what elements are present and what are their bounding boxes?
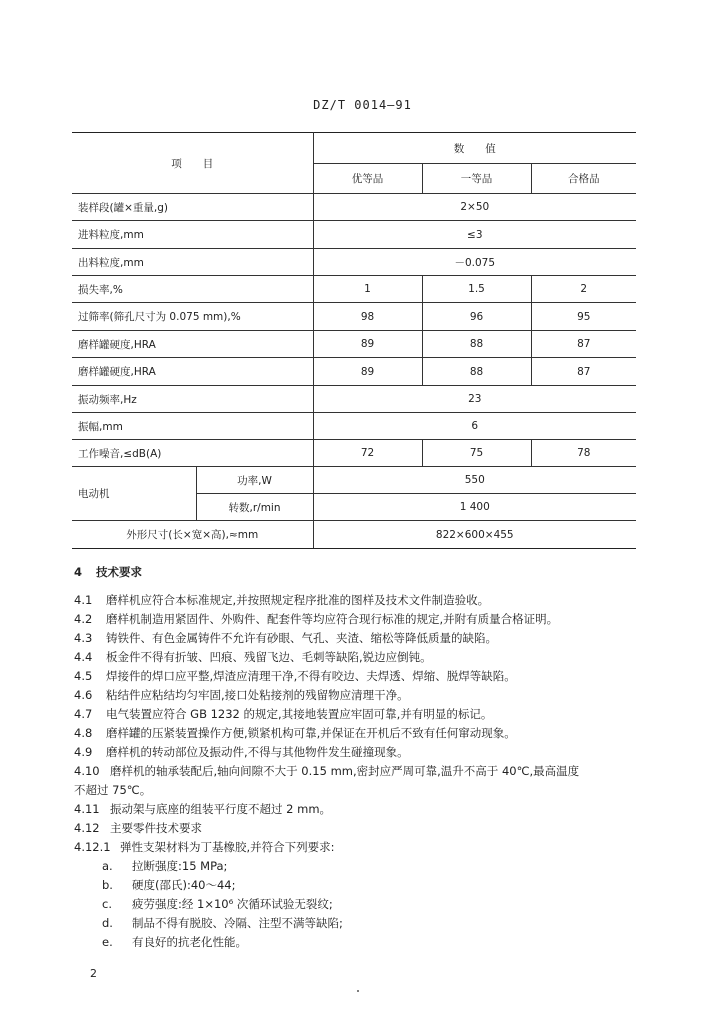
list-item: d. 制品不得有脱胶、冷隔、注型不满等缺陷; <box>102 916 343 930</box>
row-value: ≤3 <box>313 221 636 249</box>
technical-requirements <box>74 563 654 952</box>
row-label: 进料粒度,mm <box>72 221 313 249</box>
dimensions-value: 822×600×455 <box>313 521 636 549</box>
row-label: 工作噪音,≤dB(A) <box>72 440 313 467</box>
clause: 4.8 磨样罐的压紧装置操作方便,锁紧机构可靠,并保证在开机后不致有任何窜动现象。 <box>74 726 516 740</box>
row-value: 89 <box>313 331 422 358</box>
motor-speed-label: 转数,r/min <box>196 494 313 521</box>
standard-code-header: DZ/T 0014—91 <box>313 98 412 112</box>
row-value: 87 <box>531 358 636 386</box>
row-label: 磨样罐硬度,HRA <box>72 331 313 358</box>
item-header-cell: 项 目 <box>72 133 313 194</box>
spec-table <box>72 132 636 549</box>
table-row <box>72 331 636 358</box>
row-value: 89 <box>313 358 422 386</box>
table-row <box>72 249 636 276</box>
row-label: 损失率,% <box>72 276 313 303</box>
clause: 4.11 振动架与底座的组装平行度不超过 2 mm。 <box>74 802 332 816</box>
table-row <box>72 521 636 549</box>
row-value: 1.5 <box>422 276 531 303</box>
row-label: 振幅,mm <box>72 413 313 440</box>
grade-header: 一等品 <box>422 164 531 194</box>
clause: 4.1 磨样机应符合本标准规定,并按照规定程序批准的图样及技术文件制造验收。 <box>74 593 490 607</box>
table-row <box>72 194 636 221</box>
value-header-cell: 数 值 <box>313 133 636 164</box>
motor-speed-value: 1 400 <box>313 494 636 521</box>
motor-power-value: 550 <box>313 467 636 494</box>
row-value: 2×50 <box>313 194 636 221</box>
row-label: 磨样罐硬度,HRA <box>72 358 313 386</box>
scan-speck <box>357 990 359 992</box>
list-item: a. 拉断强度:15 MPa; <box>102 859 228 873</box>
grade-header: 合格品 <box>531 164 636 194</box>
clause: 4.2 磨样机制造用紧固件、外购件、配套件等均应符合现行标准的规定,并附有质量合格证明。 <box>74 612 559 626</box>
row-label: 振动频率,Hz <box>72 386 313 413</box>
table-row <box>72 221 636 249</box>
motor-label: 电动机 <box>72 467 196 521</box>
clause: 4.10 磨样机的轴承装配后,轴向间隙不大于 0.15 mm,密封应严周可靠,温升不高于 40℃,最高温度 <box>74 764 580 778</box>
table-row <box>72 440 636 467</box>
row-label: 出料粒度,mm <box>72 249 313 276</box>
row-value: 88 <box>422 331 531 358</box>
row-value: 98 <box>313 303 422 331</box>
row-value: 78 <box>531 440 636 467</box>
clause-continuation: 不超过 75℃。 <box>74 783 152 797</box>
row-value: 75 <box>422 440 531 467</box>
row-value: 6 <box>313 413 636 440</box>
clause: 4.5 焊接件的焊口应平整,焊渣应清理干净,不得有咬边、夫焊透、焊缩、脱焊等缺陷。 <box>74 669 516 683</box>
row-value: 2 <box>531 276 636 303</box>
clause: 4.9 磨样机的转动部位及振动件,不得与其他物件发生碰撞现象。 <box>74 745 409 759</box>
row-value: 95 <box>531 303 636 331</box>
section-heading: 4 技术要求 <box>74 565 142 579</box>
grade-header: 优等品 <box>313 164 422 194</box>
row-value: 23 <box>313 386 636 413</box>
clause: 4.4 板金件不得有折皱、凹痕、残留飞边、毛刺等缺陷,锐边应倒钝。 <box>74 650 432 664</box>
clause: 4.3 铸铁件、有色金属铸件不允许有砂眼、气孔、夹渣、缩松等降低质量的缺陷。 <box>74 631 497 645</box>
row-value: 72 <box>313 440 422 467</box>
table-header-row <box>72 133 636 164</box>
clause: 4.6 粘结件应粘结均匀牢固,接口处粘接剂的残留物应清理干净。 <box>74 688 409 702</box>
table-row <box>72 467 636 494</box>
list-item: e. 有良好的抗老化性能。 <box>102 935 247 949</box>
row-value: 96 <box>422 303 531 331</box>
row-label: 过筛率(筛孔尺寸为 0.075 mm),% <box>72 303 313 331</box>
table-row <box>72 413 636 440</box>
row-value: 88 <box>422 358 531 386</box>
row-value: －0.075 <box>313 249 636 276</box>
row-label: 装样段(罐×重量,g) <box>72 194 313 221</box>
clause: 4.7 电气装置应符合 GB 1232 的规定,其接地装置应牢固可靠,并有明显的标记。 <box>74 707 493 721</box>
table-row <box>72 303 636 331</box>
motor-power-label: 功率,W <box>196 467 313 494</box>
table-row <box>72 276 636 303</box>
row-value: 1 <box>313 276 422 303</box>
list-item: b. 硬度(邵氏):40～44; <box>102 878 236 892</box>
table-row <box>72 358 636 386</box>
list-item: c. 疲劳强度:经 1×10⁶ 次循环试验无裂纹; <box>102 897 333 911</box>
dimensions-label: 外形尺寸(长×宽×高),≈mm <box>72 521 313 549</box>
table-row <box>72 386 636 413</box>
clause: 4.12.1 弹性支架材料为丁基橡胶,并符合下列要求: <box>74 840 335 854</box>
page-number: 2 <box>90 967 97 980</box>
row-value: 87 <box>531 331 636 358</box>
clause: 4.12 主要零件技术要求 <box>74 821 202 835</box>
